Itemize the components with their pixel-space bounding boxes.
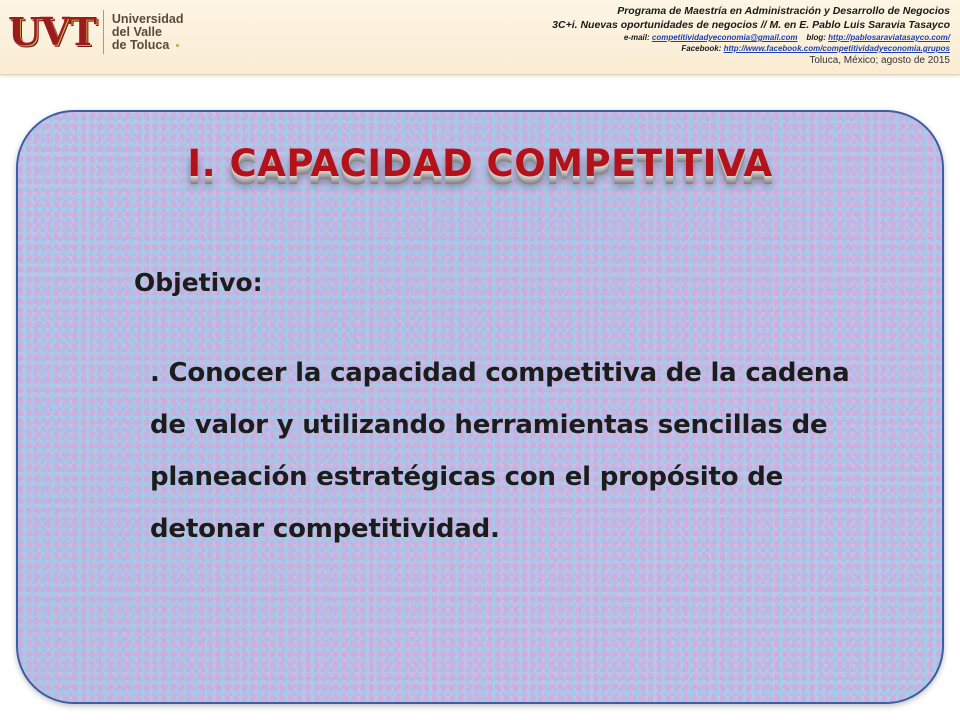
logo-line-2: del Valle (111, 24, 162, 39)
logo-divider (103, 10, 104, 54)
facebook-label: Facebook: (681, 44, 722, 53)
header-band (0, 0, 960, 75)
blog-label: blog: (806, 33, 826, 42)
logo-dot-decoration (176, 44, 179, 47)
logo-mark (8, 9, 96, 54)
place-date: Toluca, México; agosto de 2015 (809, 55, 950, 66)
logo-line-1: Universidad (111, 11, 184, 26)
email-label: e-mail: (623, 33, 650, 42)
email-link[interactable]: competitividadyeconomia@gmail.com (651, 33, 798, 42)
objective-text: . Conocer la capacidad competitiva de la cadena de valor y utilizando herramientas sencillas de planeación estratégicas con el propósito de detonar competitividad. (150, 358, 850, 544)
objective-label: Objetivo: (134, 268, 263, 297)
logo-line-3: de Toluca (111, 37, 170, 52)
logo-wordmark (112, 13, 184, 52)
course-title: 3C+i. Nuevas oportunidades de negocios // M. en E. Pablo Luis Saravia Tasayco (552, 19, 950, 31)
header-info (350, 4, 950, 67)
facebook-line (350, 43, 950, 54)
blog-link[interactable]: http://pablosaraviatasayco.com/ (828, 33, 950, 42)
slide-title: I. CAPACIDAD COMPETITIVA (187, 142, 773, 185)
facebook-link[interactable]: http://www.facebook.com/competitividadyeconomia.grupos (723, 44, 950, 53)
logo-mark-text: UVT (8, 9, 96, 54)
contact-line (350, 32, 950, 43)
university-logo (8, 6, 193, 58)
program-title: Programa de Maestría en Administración y Desarrollo de Negocios (617, 5, 950, 17)
